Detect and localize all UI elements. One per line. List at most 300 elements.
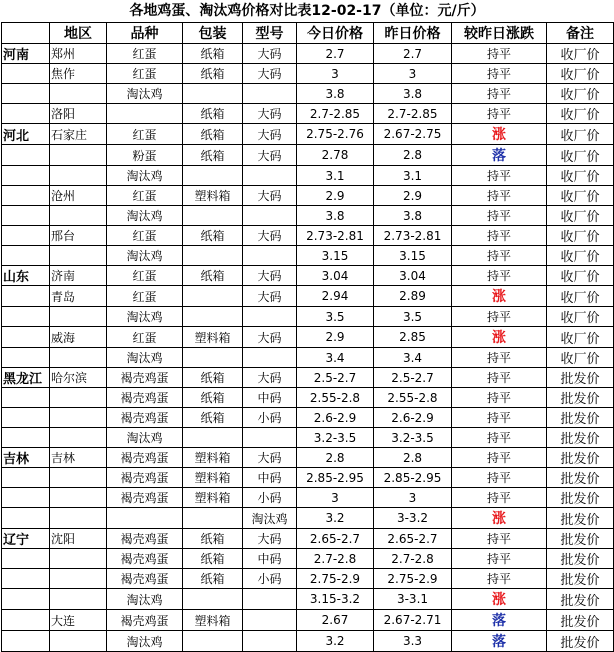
note-cell: 收厂价: [547, 266, 614, 286]
table-row: [2, 44, 614, 64]
packaging-cell: [183, 589, 243, 610]
variety-cell: 红蛋: [107, 226, 183, 246]
today-price-cell: 3.8: [297, 84, 374, 104]
size-cell: 中码: [243, 388, 297, 408]
region-cell: [50, 468, 107, 488]
today-price-cell: 2.67: [297, 610, 374, 631]
note-cell: 收厂价: [547, 327, 614, 348]
packaging-cell: 塑料箱: [183, 327, 243, 348]
note-cell: 收厂价: [547, 84, 614, 104]
yesterday-price-cell: 3.04: [374, 266, 452, 286]
table-row: [2, 610, 614, 631]
today-price-cell: 2.7-2.8: [297, 549, 374, 569]
province-cell: [2, 307, 50, 327]
note-cell: 批发价: [547, 610, 614, 631]
yesterday-price-cell: 2.85-2.95: [374, 468, 452, 488]
province-cell: [2, 348, 50, 368]
yesterday-price-cell: 2.67-2.75: [374, 124, 452, 145]
table-row: [2, 186, 614, 206]
today-price-cell: 3.1: [297, 166, 374, 186]
header-today-price: 今日价格: [297, 23, 374, 44]
today-price-cell: 2.7: [297, 44, 374, 64]
province-cell: 黑龙江: [2, 368, 50, 388]
table-row: [2, 508, 614, 529]
today-price-cell: 3.2: [297, 631, 374, 652]
size-cell: 淘汰鸡: [243, 508, 297, 529]
yesterday-price-cell: 3.8: [374, 84, 452, 104]
province-cell: [2, 428, 50, 448]
region-cell: [50, 589, 107, 610]
size-cell: 大码: [243, 64, 297, 84]
table-row: [2, 145, 614, 166]
note-cell: 批发价: [547, 631, 614, 652]
note-cell: 批发价: [547, 468, 614, 488]
packaging-cell: [183, 166, 243, 186]
note-cell: 批发价: [547, 448, 614, 468]
size-cell: 大码: [243, 286, 297, 307]
region-cell: [50, 166, 107, 186]
yesterday-price-cell: 2.5-2.7: [374, 368, 452, 388]
table-row: [2, 569, 614, 589]
today-price-cell: 3.5: [297, 307, 374, 327]
today-price-cell: 2.94: [297, 286, 374, 307]
size-cell: [243, 246, 297, 266]
note-cell: 收厂价: [547, 64, 614, 84]
table-body: [2, 44, 614, 652]
yesterday-price-cell: 2.67-2.71: [374, 610, 452, 631]
table-row: [2, 124, 614, 145]
variety-cell: 褐壳鸡蛋: [107, 549, 183, 569]
size-cell: [243, 206, 297, 226]
region-cell: [50, 388, 107, 408]
variety-cell: 淘汰鸡: [107, 428, 183, 448]
today-price-cell: 2.9: [297, 186, 374, 206]
header-change: 较昨日涨跌: [452, 23, 547, 44]
size-cell: [243, 166, 297, 186]
packaging-cell: 纸箱: [183, 124, 243, 145]
size-cell: 大码: [243, 226, 297, 246]
change-cell: 持平: [452, 529, 547, 549]
note-cell: 批发价: [547, 408, 614, 428]
variety-cell: 红蛋: [107, 44, 183, 64]
today-price-cell: 3: [297, 64, 374, 84]
region-cell: 哈尔滨: [50, 368, 107, 388]
change-cell: 涨: [452, 286, 547, 307]
table-row: [2, 388, 614, 408]
packaging-cell: [183, 286, 243, 307]
variety-cell: 褐壳鸡蛋: [107, 529, 183, 549]
note-cell: 批发价: [547, 388, 614, 408]
size-cell: 大码: [243, 529, 297, 549]
today-price-cell: 2.85-2.95: [297, 468, 374, 488]
packaging-cell: [183, 348, 243, 368]
packaging-cell: 塑料箱: [183, 610, 243, 631]
region-cell: [50, 408, 107, 428]
change-cell: 落: [452, 145, 547, 166]
table-row: [2, 84, 614, 104]
region-cell: 青岛: [50, 286, 107, 307]
size-cell: 小码: [243, 569, 297, 589]
province-cell: [2, 468, 50, 488]
table-row: [2, 246, 614, 266]
page-title: 各地鸡蛋、淘汰鸡价格对比表12-02-17（单位：元/斤）: [129, 3, 485, 19]
table-row: [2, 327, 614, 348]
yesterday-price-cell: 3.2-3.5: [374, 428, 452, 448]
note-cell: 批发价: [547, 569, 614, 589]
province-cell: [2, 631, 50, 652]
province-cell: [2, 246, 50, 266]
change-cell: 持平: [452, 549, 547, 569]
region-cell: [50, 206, 107, 226]
table-row: [2, 266, 614, 286]
region-cell: 大连: [50, 610, 107, 631]
table-row: [2, 488, 614, 508]
table-row: [2, 589, 614, 610]
packaging-cell: 纸箱: [183, 549, 243, 569]
yesterday-price-cell: 3-3.2: [374, 508, 452, 529]
table-row: [2, 631, 614, 652]
province-cell: [2, 508, 50, 529]
yesterday-price-cell: 2.7-2.8: [374, 549, 452, 569]
change-cell: 持平: [452, 569, 547, 589]
header-note: 备注: [547, 23, 614, 44]
change-cell: 持平: [452, 468, 547, 488]
province-cell: [2, 388, 50, 408]
size-cell: 中码: [243, 468, 297, 488]
today-price-cell: 2.78: [297, 145, 374, 166]
variety-cell: 淘汰鸡: [107, 307, 183, 327]
region-cell: [50, 631, 107, 652]
province-cell: [2, 286, 50, 307]
region-cell: 焦作: [50, 64, 107, 84]
change-cell: 持平: [452, 348, 547, 368]
yesterday-price-cell: 3.5: [374, 307, 452, 327]
note-cell: 批发价: [547, 488, 614, 508]
variety-cell: 褐壳鸡蛋: [107, 368, 183, 388]
region-cell: [50, 428, 107, 448]
province-cell: [2, 166, 50, 186]
yesterday-price-cell: 2.8: [374, 448, 452, 468]
region-cell: [50, 569, 107, 589]
region-cell: [50, 246, 107, 266]
region-cell: [50, 508, 107, 529]
size-cell: 小码: [243, 488, 297, 508]
region-cell: [50, 84, 107, 104]
variety-cell: 褐壳鸡蛋: [107, 488, 183, 508]
province-cell: [2, 64, 50, 84]
yesterday-price-cell: 3.8: [374, 206, 452, 226]
province-cell: 山东: [2, 266, 50, 286]
variety-cell: 红蛋: [107, 64, 183, 84]
table-row: [2, 166, 614, 186]
variety-cell: 淘汰鸡: [107, 246, 183, 266]
packaging-cell: 塑料箱: [183, 488, 243, 508]
change-cell: 持平: [452, 368, 547, 388]
yesterday-price-cell: 2.75-2.9: [374, 569, 452, 589]
region-cell: [50, 307, 107, 327]
today-price-cell: 3.2-3.5: [297, 428, 374, 448]
note-cell: 收厂价: [547, 166, 614, 186]
note-cell: 批发价: [547, 428, 614, 448]
variety-cell: 红蛋: [107, 186, 183, 206]
size-cell: [243, 307, 297, 327]
region-cell: 邢台: [50, 226, 107, 246]
size-cell: 大码: [243, 186, 297, 206]
region-cell: [50, 549, 107, 569]
size-cell: [243, 631, 297, 652]
region-cell: [50, 488, 107, 508]
change-cell: 持平: [452, 388, 547, 408]
table-row: [2, 104, 614, 124]
packaging-cell: 纸箱: [183, 64, 243, 84]
note-cell: 收厂价: [547, 186, 614, 206]
province-cell: [2, 206, 50, 226]
packaging-cell: 塑料箱: [183, 468, 243, 488]
table-row: [2, 307, 614, 327]
size-cell: 大码: [243, 104, 297, 124]
change-cell: 持平: [452, 206, 547, 226]
change-cell: 持平: [452, 428, 547, 448]
province-cell: [2, 226, 50, 246]
variety-cell: 红蛋: [107, 327, 183, 348]
today-price-cell: 2.65-2.7: [297, 529, 374, 549]
change-cell: 持平: [452, 307, 547, 327]
region-cell: 威海: [50, 327, 107, 348]
variety-cell: 淘汰鸡: [107, 589, 183, 610]
size-cell: 大码: [243, 368, 297, 388]
table-row: [2, 368, 614, 388]
change-cell: 落: [452, 631, 547, 652]
packaging-cell: [183, 508, 243, 529]
today-price-cell: 2.55-2.8: [297, 388, 374, 408]
table-header-row: [2, 23, 614, 44]
table-row: [2, 408, 614, 428]
packaging-cell: [183, 631, 243, 652]
size-cell: [243, 428, 297, 448]
today-price-cell: 3.15-3.2: [297, 589, 374, 610]
variety-cell: [107, 508, 183, 529]
variety-cell: [107, 104, 183, 124]
header-variety: 品种: [107, 23, 183, 44]
province-cell: [2, 408, 50, 428]
today-price-cell: 3.2: [297, 508, 374, 529]
note-cell: 收厂价: [547, 124, 614, 145]
yesterday-price-cell: 2.7: [374, 44, 452, 64]
variety-cell: 褐壳鸡蛋: [107, 610, 183, 631]
region-cell: 吉林: [50, 448, 107, 468]
note-cell: 收厂价: [547, 348, 614, 368]
yesterday-price-cell: 3.15: [374, 246, 452, 266]
table-row: [2, 226, 614, 246]
change-cell: 持平: [452, 166, 547, 186]
header-region: 地区: [50, 23, 107, 44]
yesterday-price-cell: 2.65-2.7: [374, 529, 452, 549]
province-cell: [2, 84, 50, 104]
table-row: [2, 206, 614, 226]
change-cell: 持平: [452, 64, 547, 84]
province-cell: 吉林: [2, 448, 50, 468]
change-cell: 涨: [452, 124, 547, 145]
region-cell: 石家庄: [50, 124, 107, 145]
note-cell: 收厂价: [547, 307, 614, 327]
yesterday-price-cell: 3: [374, 64, 452, 84]
table-row: [2, 286, 614, 307]
today-price-cell: 2.8: [297, 448, 374, 468]
today-price-cell: 3.04: [297, 266, 374, 286]
size-cell: [243, 84, 297, 104]
price-table: [1, 22, 614, 652]
change-cell: 持平: [452, 408, 547, 428]
variety-cell: 粉蛋: [107, 145, 183, 166]
note-cell: 批发价: [547, 549, 614, 569]
variety-cell: 红蛋: [107, 286, 183, 307]
variety-cell: 红蛋: [107, 124, 183, 145]
variety-cell: 红蛋: [107, 266, 183, 286]
today-price-cell: 2.73-2.81: [297, 226, 374, 246]
variety-cell: 淘汰鸡: [107, 166, 183, 186]
change-cell: 涨: [452, 508, 547, 529]
change-cell: 持平: [452, 186, 547, 206]
yesterday-price-cell: 3: [374, 488, 452, 508]
yesterday-price-cell: 3.3: [374, 631, 452, 652]
province-cell: [2, 145, 50, 166]
variety-cell: 褐壳鸡蛋: [107, 408, 183, 428]
note-cell: 批发价: [547, 368, 614, 388]
table-row: [2, 448, 614, 468]
region-cell: 沈阳: [50, 529, 107, 549]
region-cell: 沧州: [50, 186, 107, 206]
size-cell: 小码: [243, 408, 297, 428]
size-cell: 大码: [243, 124, 297, 145]
note-cell: 收厂价: [547, 206, 614, 226]
header-size: 型号: [243, 23, 297, 44]
packaging-cell: 纸箱: [183, 388, 243, 408]
province-cell: [2, 488, 50, 508]
note-cell: 收厂价: [547, 226, 614, 246]
packaging-cell: 纸箱: [183, 104, 243, 124]
today-price-cell: 2.7-2.85: [297, 104, 374, 124]
variety-cell: 淘汰鸡: [107, 206, 183, 226]
variety-cell: 褐壳鸡蛋: [107, 448, 183, 468]
variety-cell: 褐壳鸡蛋: [107, 388, 183, 408]
packaging-cell: [183, 246, 243, 266]
yesterday-price-cell: 3-3.1: [374, 589, 452, 610]
note-cell: 收厂价: [547, 44, 614, 64]
today-price-cell: 2.75-2.9: [297, 569, 374, 589]
packaging-cell: 塑料箱: [183, 448, 243, 468]
note-cell: 批发价: [547, 589, 614, 610]
size-cell: 大码: [243, 266, 297, 286]
yesterday-price-cell: 2.7-2.85: [374, 104, 452, 124]
province-cell: [2, 104, 50, 124]
size-cell: 大码: [243, 145, 297, 166]
size-cell: 大码: [243, 44, 297, 64]
variety-cell: 淘汰鸡: [107, 348, 183, 368]
change-cell: 持平: [452, 448, 547, 468]
yesterday-price-cell: 2.89: [374, 286, 452, 307]
size-cell: 大码: [243, 448, 297, 468]
province-cell: [2, 569, 50, 589]
today-price-cell: 3.15: [297, 246, 374, 266]
change-cell: 持平: [452, 266, 547, 286]
change-cell: 涨: [452, 327, 547, 348]
header-province: [2, 23, 50, 44]
region-cell: [50, 348, 107, 368]
header-yesterday-price: 昨日价格: [374, 23, 452, 44]
change-cell: 持平: [452, 84, 547, 104]
size-cell: [243, 610, 297, 631]
change-cell: 涨: [452, 589, 547, 610]
yesterday-price-cell: 3.1: [374, 166, 452, 186]
packaging-cell: [183, 206, 243, 226]
province-cell: [2, 589, 50, 610]
note-cell: 批发价: [547, 529, 614, 549]
size-cell: 中码: [243, 549, 297, 569]
change-cell: 持平: [452, 226, 547, 246]
today-price-cell: 3.4: [297, 348, 374, 368]
change-cell: 持平: [452, 246, 547, 266]
change-cell: 持平: [452, 488, 547, 508]
yesterday-price-cell: 2.73-2.81: [374, 226, 452, 246]
province-cell: 辽宁: [2, 529, 50, 549]
variety-cell: 褐壳鸡蛋: [107, 569, 183, 589]
variety-cell: 淘汰鸡: [107, 631, 183, 652]
size-cell: 大码: [243, 327, 297, 348]
packaging-cell: 纸箱: [183, 569, 243, 589]
packaging-cell: 纸箱: [183, 145, 243, 166]
region-cell: [50, 145, 107, 166]
table-row: [2, 549, 614, 569]
table-row: [2, 468, 614, 488]
province-cell: [2, 549, 50, 569]
today-price-cell: 2.6-2.9: [297, 408, 374, 428]
note-cell: 批发价: [547, 508, 614, 529]
province-cell: [2, 610, 50, 631]
change-cell: 持平: [452, 104, 547, 124]
note-cell: 收厂价: [547, 246, 614, 266]
packaging-cell: 纸箱: [183, 529, 243, 549]
yesterday-price-cell: 2.85: [374, 327, 452, 348]
province-cell: 河南: [2, 44, 50, 64]
province-cell: 河北: [2, 124, 50, 145]
table-row: [2, 64, 614, 84]
yesterday-price-cell: 3.4: [374, 348, 452, 368]
table-row: [2, 529, 614, 549]
table-row: [2, 428, 614, 448]
today-price-cell: 3.8: [297, 206, 374, 226]
size-cell: [243, 348, 297, 368]
packaging-cell: 纸箱: [183, 368, 243, 388]
province-cell: [2, 327, 50, 348]
packaging-cell: 纸箱: [183, 408, 243, 428]
packaging-cell: 纸箱: [183, 266, 243, 286]
note-cell: 收厂价: [547, 145, 614, 166]
today-price-cell: 2.5-2.7: [297, 368, 374, 388]
change-cell: 落: [452, 610, 547, 631]
yesterday-price-cell: 2.8: [374, 145, 452, 166]
yesterday-price-cell: 2.6-2.9: [374, 408, 452, 428]
today-price-cell: 2.9: [297, 327, 374, 348]
note-cell: 收厂价: [547, 104, 614, 124]
yesterday-price-cell: 2.55-2.8: [374, 388, 452, 408]
packaging-cell: [183, 84, 243, 104]
change-cell: 持平: [452, 44, 547, 64]
variety-cell: 褐壳鸡蛋: [107, 468, 183, 488]
table-row: [2, 348, 614, 368]
packaging-cell: [183, 307, 243, 327]
region-cell: 洛阳: [50, 104, 107, 124]
packaging-cell: 纸箱: [183, 226, 243, 246]
